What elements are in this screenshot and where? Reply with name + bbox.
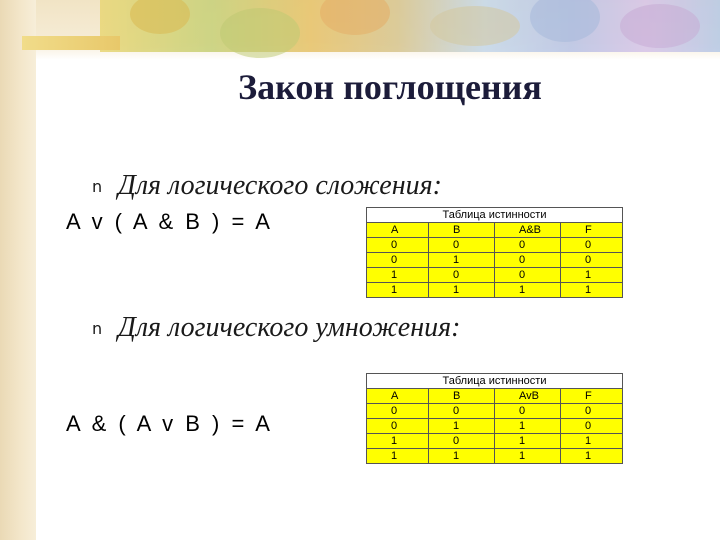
- table-cell: 0: [495, 404, 561, 419]
- table-cell: 1: [429, 419, 495, 434]
- table-cell: 1: [495, 434, 561, 449]
- bullet-item-multiplication: [92, 312, 460, 344]
- bullet-text-addition: Для логического сложения:: [118, 170, 442, 201]
- table-cell: 0: [429, 434, 495, 449]
- table-cell: 1: [429, 283, 495, 298]
- table-cell: 0: [429, 404, 495, 419]
- table-row: [367, 404, 623, 419]
- table-cell: 1: [495, 419, 561, 434]
- table-cell: 0: [495, 238, 561, 253]
- table-cell: 1: [367, 449, 429, 464]
- table-cell: 1: [495, 283, 561, 298]
- table-caption: Таблица истинности: [367, 374, 623, 389]
- table-row: [367, 419, 623, 434]
- decorative-leaf-banner: [100, 0, 720, 52]
- bullet-icon: n: [92, 176, 103, 196]
- table-cell: 0: [367, 419, 429, 434]
- table-header-cell: A&B: [495, 223, 561, 238]
- table-cell: 1: [367, 268, 429, 283]
- table-header-cell: B: [429, 223, 495, 238]
- table-header-cell: A: [367, 389, 429, 404]
- table-header-cell: F: [561, 223, 623, 238]
- table-row: [367, 434, 623, 449]
- table-row: [367, 253, 623, 268]
- table-cell: 1: [367, 434, 429, 449]
- table-caption: Таблица истинности: [367, 208, 623, 223]
- table-cell: 1: [429, 253, 495, 268]
- table-cell: 1: [367, 283, 429, 298]
- table-header-cell: F: [561, 389, 623, 404]
- table-cell: 1: [561, 283, 623, 298]
- table-cell: 0: [561, 404, 623, 419]
- truth-table-multiplication: [366, 373, 623, 464]
- slide-title: Закон поглощения: [238, 67, 542, 107]
- table-cell: 0: [367, 253, 429, 268]
- table-cell: 1: [495, 449, 561, 464]
- formula-addition: A v ( A & B ) = A: [66, 209, 273, 234]
- table-header-cell: AvB: [495, 389, 561, 404]
- table-header-row: [367, 389, 623, 404]
- table-cell: 0: [495, 268, 561, 283]
- table-cell: 0: [561, 253, 623, 268]
- table-cell: 0: [561, 238, 623, 253]
- table-cell: 0: [367, 404, 429, 419]
- table-header-row: [367, 223, 623, 238]
- table-row: [367, 238, 623, 253]
- bullet-item-addition: [92, 170, 442, 202]
- decorative-stripe: [22, 36, 120, 50]
- formula-multiplication: A & ( A v B ) = A: [66, 411, 273, 436]
- table-cell: 0: [367, 238, 429, 253]
- table-row: [367, 268, 623, 283]
- truth-table-addition: [366, 207, 623, 298]
- table-row: [367, 449, 623, 464]
- table-row: [367, 283, 623, 298]
- table-cell: 0: [429, 268, 495, 283]
- table-cell: 1: [561, 268, 623, 283]
- table-header-cell: B: [429, 389, 495, 404]
- table-cell: 1: [429, 449, 495, 464]
- bullet-icon: n: [92, 318, 103, 338]
- table-header-cell: A: [367, 223, 429, 238]
- table-cell: 0: [429, 238, 495, 253]
- table-cell: 0: [561, 419, 623, 434]
- table-cell: 1: [561, 434, 623, 449]
- table-cell: 0: [495, 253, 561, 268]
- bullet-text-multiplication: Для логического умножения:: [118, 312, 461, 343]
- table-cell: 1: [561, 449, 623, 464]
